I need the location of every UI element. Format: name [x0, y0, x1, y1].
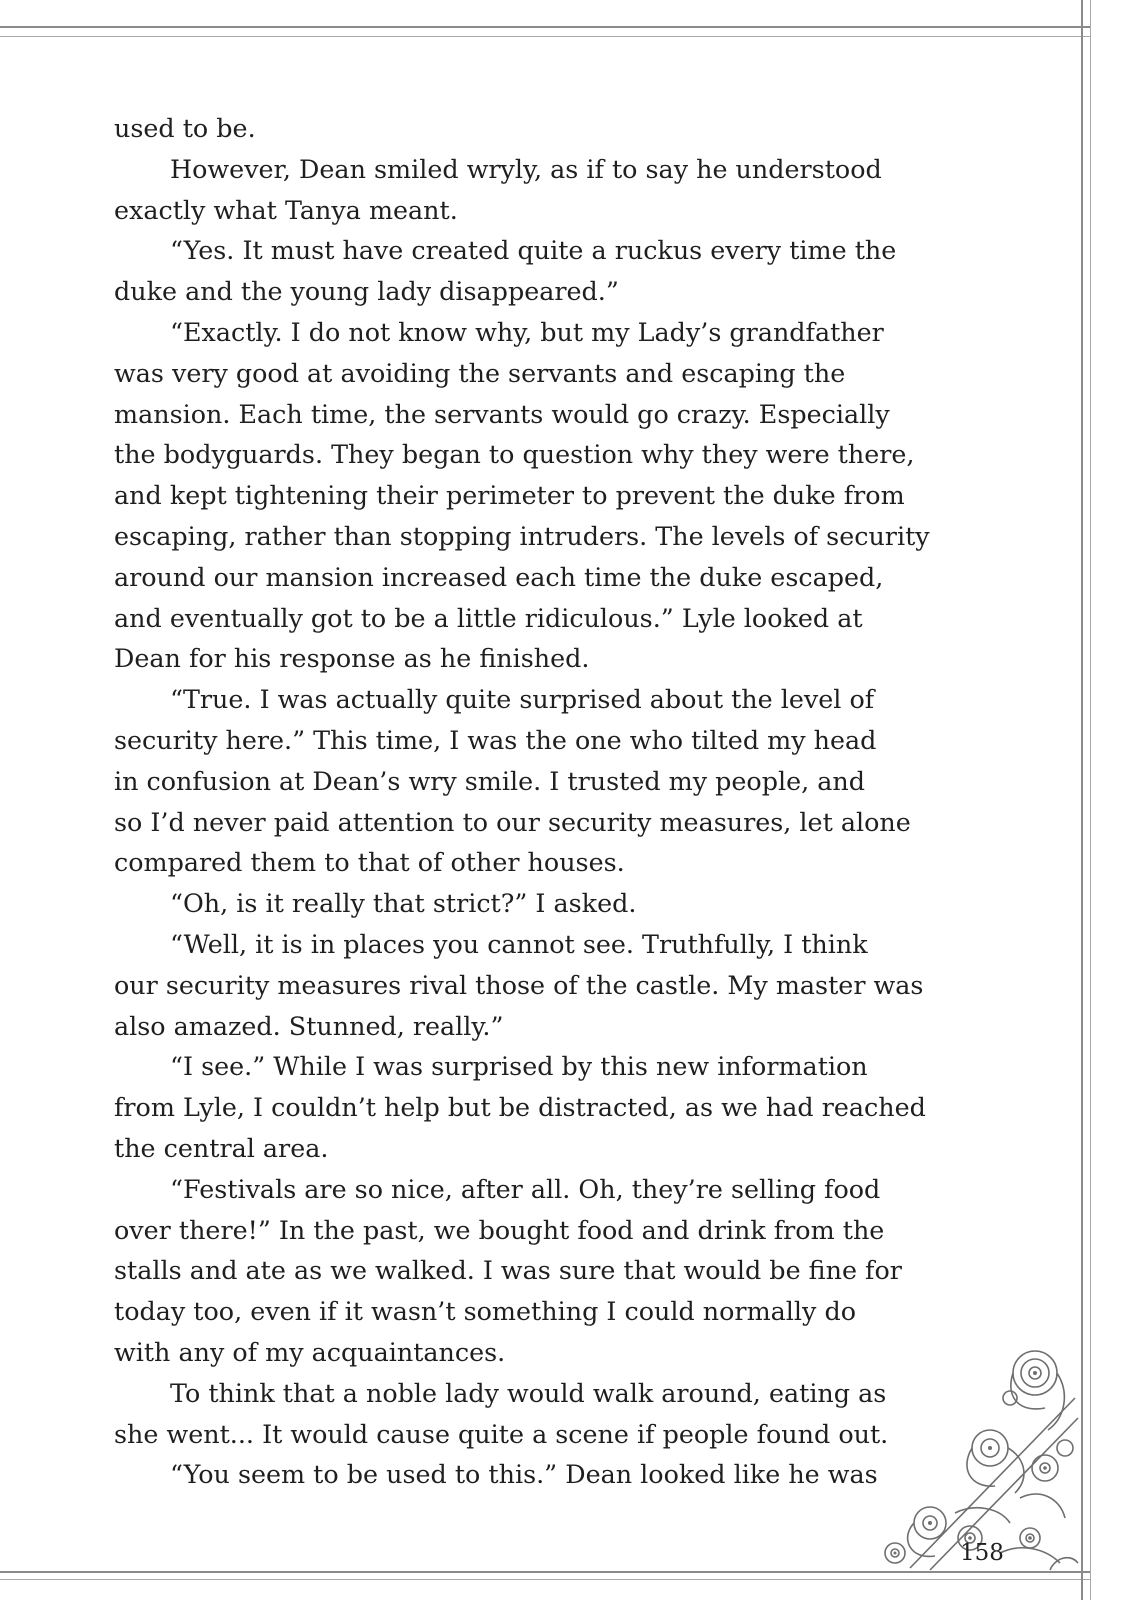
text-line: “You seem to be used to this.” Dean looked like he was	[170, 1459, 878, 1490]
text-line: in confusion at Dean’s wry smile. I trusted my people, and	[114, 765, 865, 796]
text-line: and eventually got to be a little ridiculous.” Lyle looked at	[114, 602, 863, 633]
text-line: used to be.	[114, 113, 256, 143]
text-line: so I’d never paid attention to our security measures, let alone	[114, 806, 911, 837]
text-line: duke and the young lady disappeared.”	[114, 276, 619, 307]
text-line: today too, even if it wasn’t something I could normally do	[114, 1296, 856, 1327]
text-line: Dean for his response as he finished.	[114, 643, 590, 674]
text-line: the central area.	[114, 1132, 329, 1163]
text-line: escaping, rather than stopping intruders. The levels of security	[114, 520, 930, 551]
text-line: “Yes. It must have created quite a ruckus every time the	[170, 235, 897, 266]
frame-line-right-outer	[1090, 0, 1091, 1600]
text-line: To think that a noble lady would walk around, eating as	[170, 1377, 887, 1408]
text-line: compared them to that of other houses.	[114, 847, 625, 878]
text-line: stalls and ate as we walked. I was sure that would be fine for	[114, 1255, 902, 1286]
text-line: “Well, it is in places you cannot see. Truthfully, I think	[170, 928, 868, 959]
text-line: mansion. Each time, the servants would go crazy. Especially	[114, 398, 890, 429]
text-line: she went... It would cause quite a scene if people found out.	[114, 1418, 889, 1449]
text-line: “True. I was actually quite surprised about the level of	[170, 684, 875, 715]
text-line: also amazed. Stunned, really.”	[114, 1010, 504, 1041]
text-line: the bodyguards. They began to question why they were there,	[114, 439, 915, 470]
text-line: our security measures rival those of the castle. My master was	[114, 969, 924, 1000]
text-line: from Lyle, I couldn’t help but be distracted, as we had reached	[114, 1092, 926, 1123]
text-line: exactly what Tanya meant.	[114, 194, 458, 225]
frame-line-top-inner	[0, 36, 1090, 37]
text-line: “Exactly. I do not know why, but my Lady’s grandfather	[170, 316, 884, 347]
frame-line-top	[0, 26, 1090, 28]
text-line: was very good at avoiding the servants and escaping the	[114, 357, 846, 388]
text-line: security here.” This time, I was the one who tilted my head	[114, 724, 877, 755]
text-line: with any of my acquaintances.	[114, 1336, 506, 1367]
text-line: “I see.” While I was surprised by this new information	[170, 1051, 868, 1082]
text-line: However, Dean smiled wryly, as if to say he understood	[170, 153, 882, 184]
text-line: “Festivals are so nice, after all. Oh, they’re selling food	[170, 1173, 881, 1204]
page-body-text	[114, 108, 1014, 1495]
page-number: 158	[960, 1540, 1004, 1566]
text-line: and kept tightening their perimeter to prevent the duke from	[114, 480, 905, 511]
text-line: “Oh, is it really that strict?” I asked.	[170, 888, 637, 919]
text-line: over there!” In the past, we bought food and drink from the	[114, 1214, 885, 1245]
text-line: around our mansion increased each time the duke escaped,	[114, 561, 884, 592]
